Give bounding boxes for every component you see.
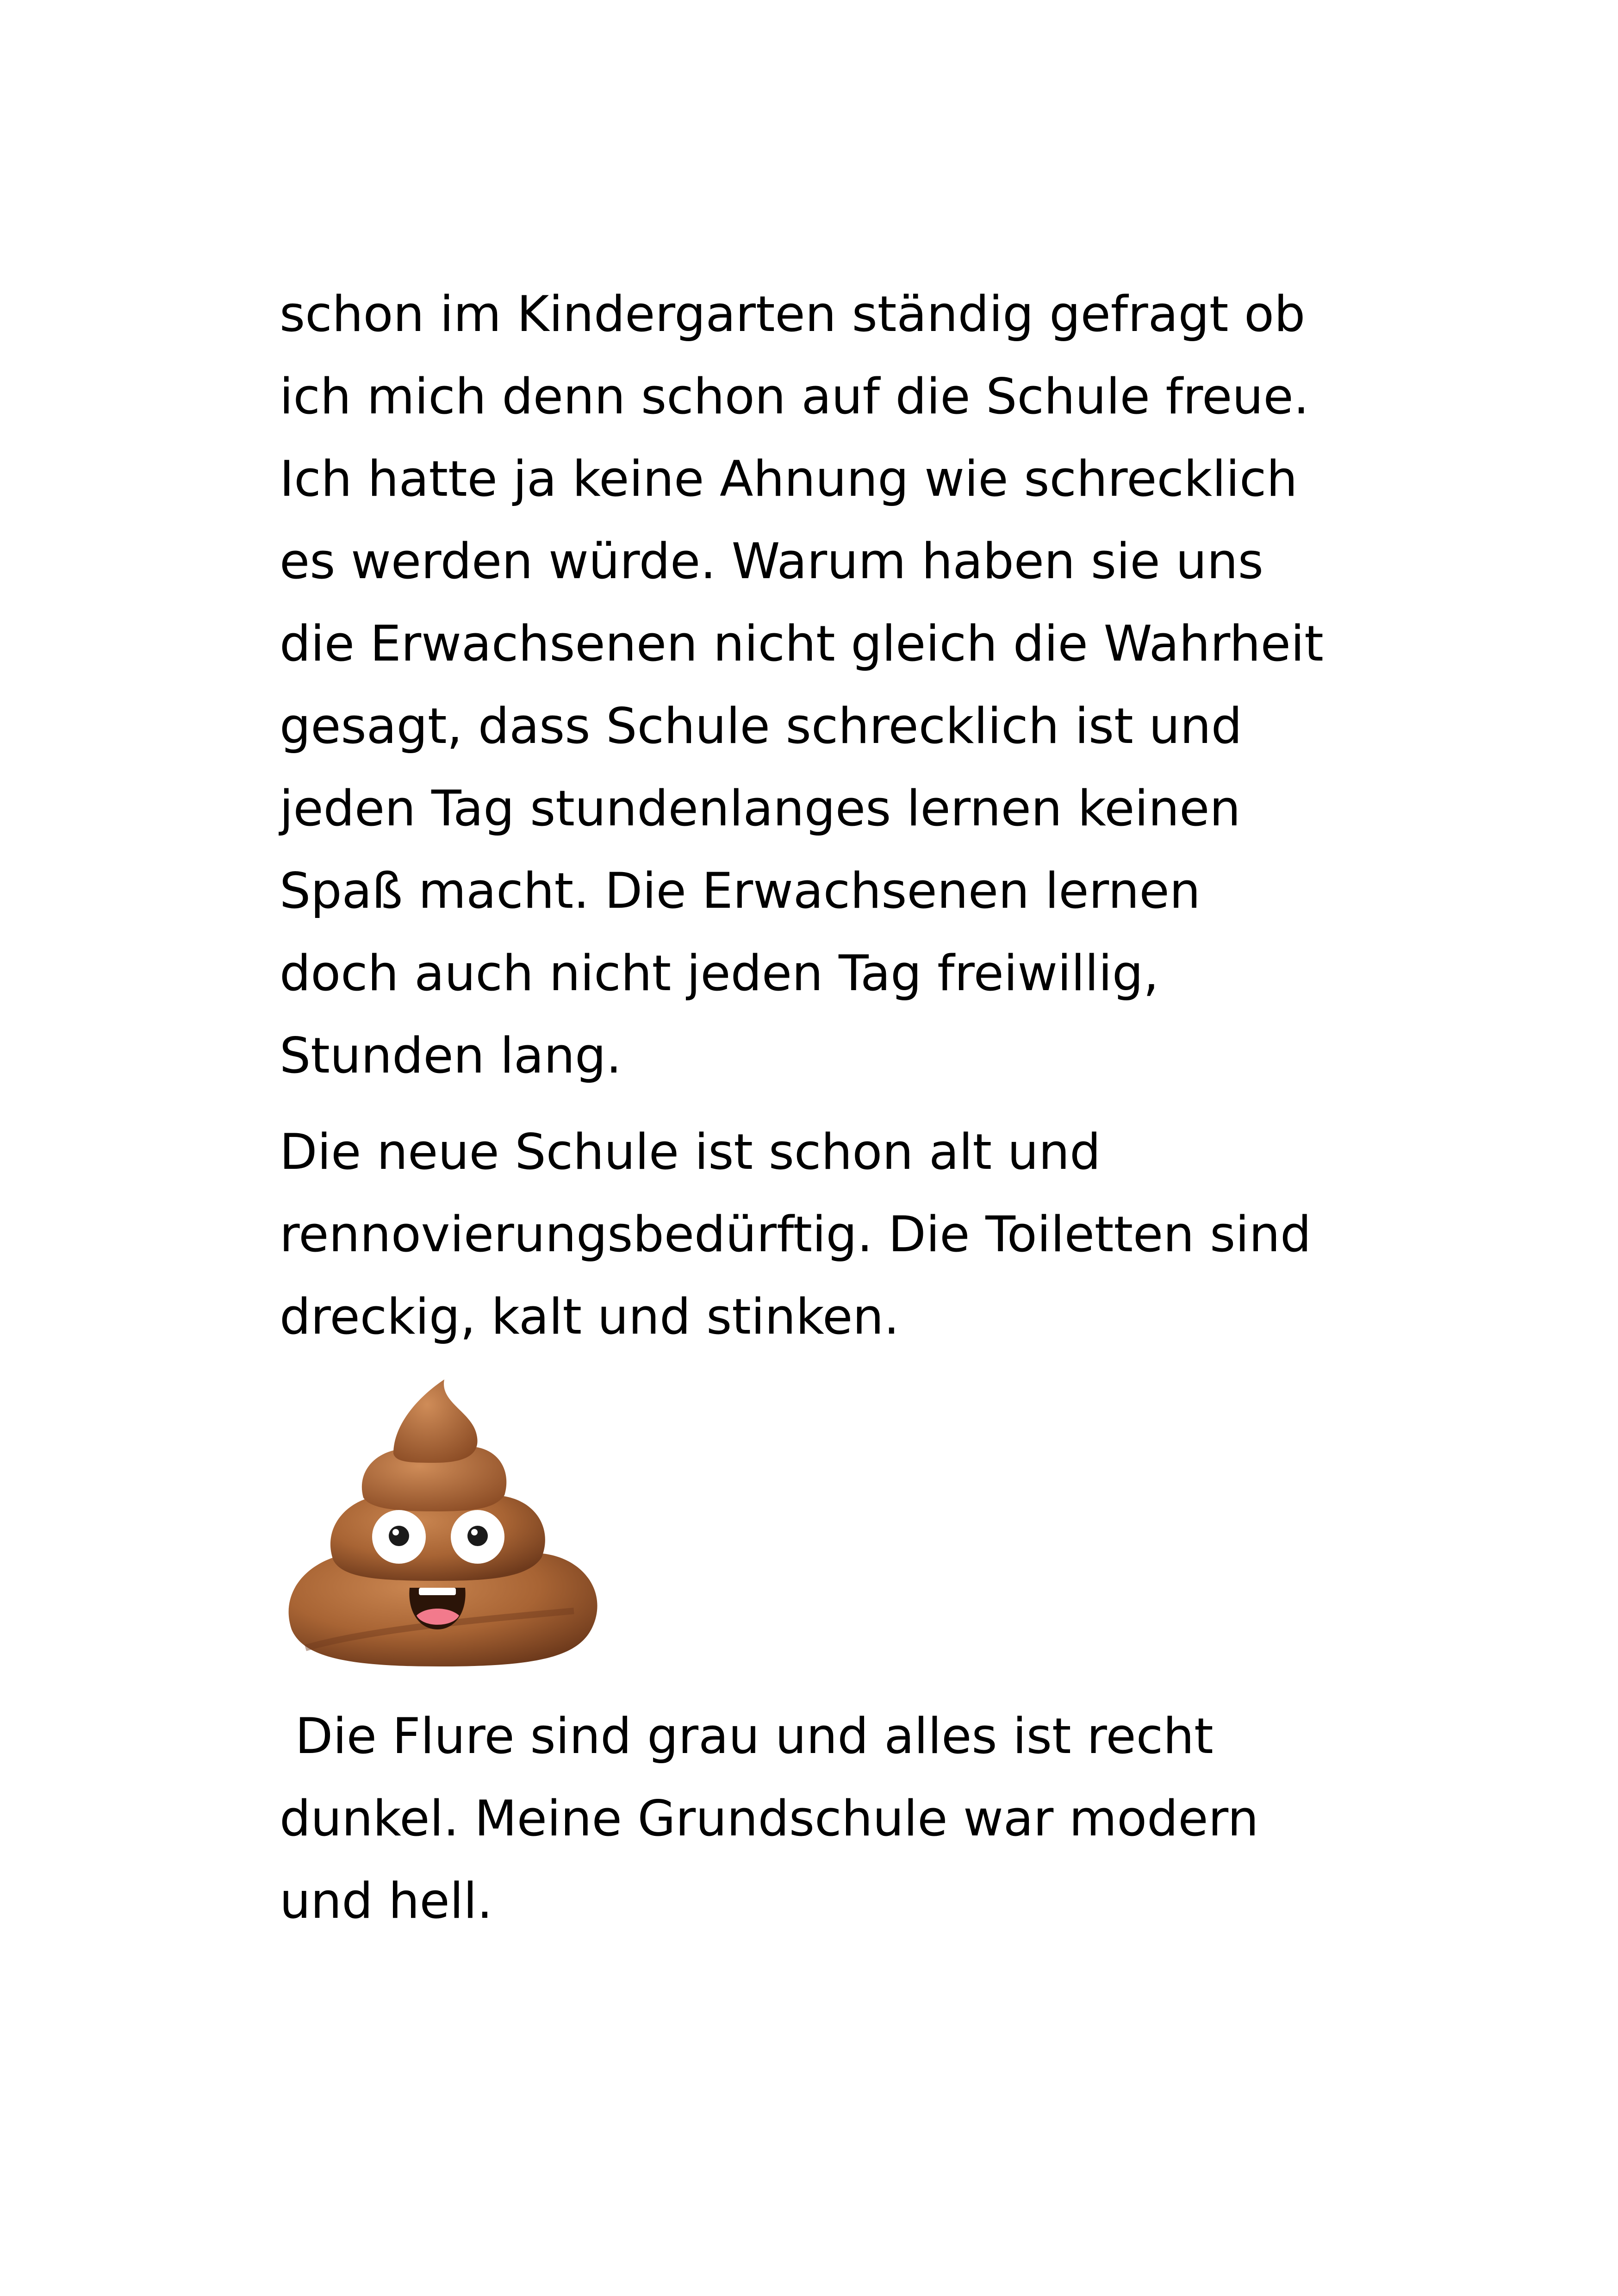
text-line: Die neue Schule ist schon alt und: [280, 1123, 1101, 1180]
text-line: Spaß macht. Die Erwachsenen lernen: [280, 862, 1201, 919]
text-line: rennovierungsbedürftig. Die Toiletten sind: [280, 1206, 1312, 1263]
text-line: Die Flure sind grau und alles ist recht: [280, 1708, 1214, 1765]
text-line: dunkel. Meine Grundschule war modern: [280, 1790, 1259, 1847]
paragraph-2: [280, 1111, 1390, 1358]
text-line: ich mich denn schon auf die Schule freue.: [280, 368, 1309, 425]
text-line: und hell.: [280, 1872, 493, 1929]
text-line: doch auch nicht jeden Tag freiwillig,: [280, 945, 1159, 1002]
pile-of-poo-icon: [278, 1370, 602, 1676]
text-line: jeden Tag stundenlanges lernen keinen: [280, 780, 1241, 837]
paragraph-1: [280, 273, 1390, 1097]
text-line: schon im Kindergarten ständig gefragt ob: [280, 286, 1306, 343]
text-line: Stunden lang.: [280, 1027, 622, 1084]
text-line: gesagt, dass Schule schrecklich ist und: [280, 698, 1243, 755]
text-line: dreckig, kalt und stinken.: [280, 1288, 900, 1345]
text-line: Ich hatte ja keine Ahnung wie schrecklich: [280, 450, 1298, 507]
text-line: es werden würde. Warum haben sie uns: [280, 533, 1264, 590]
paragraph-3: [280, 1695, 1390, 1942]
text-line: die Erwachsenen nicht gleich die Wahrheit: [280, 615, 1324, 672]
